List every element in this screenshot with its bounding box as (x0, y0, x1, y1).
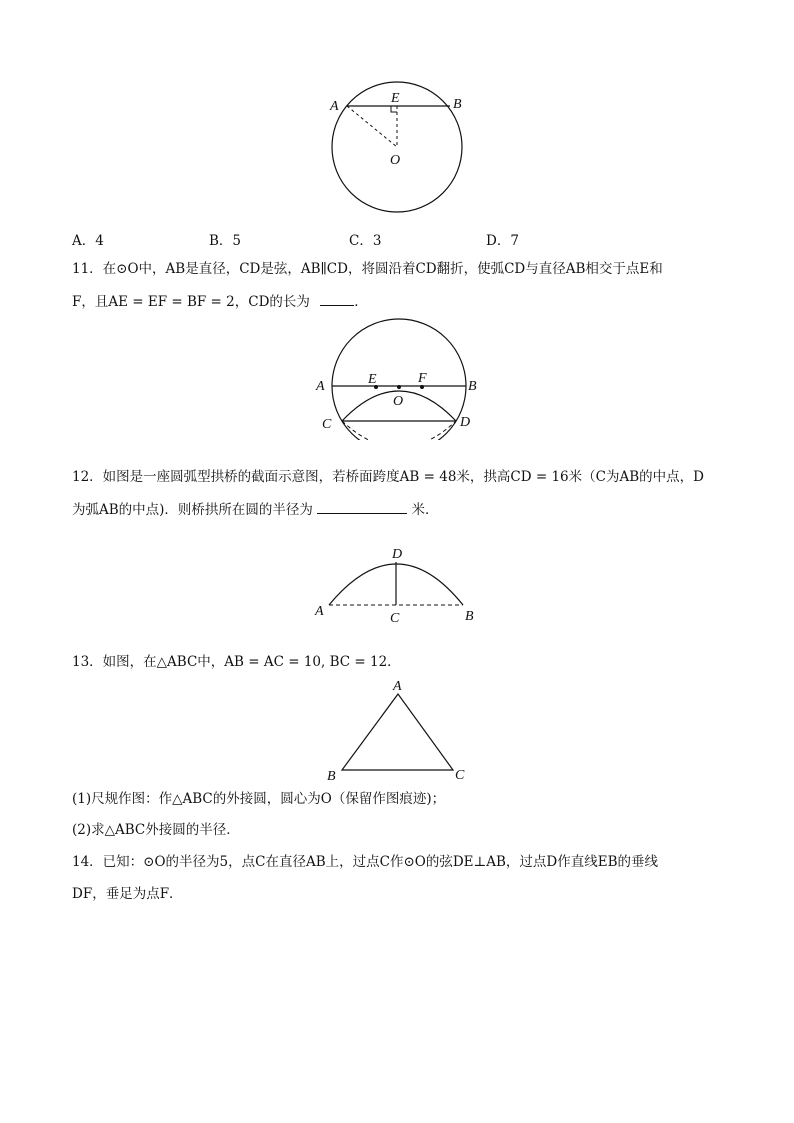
figure-circle-chord (320, 80, 480, 220)
q12-line2 (72, 499, 439, 520)
label-e2: E (368, 372, 377, 387)
q13-line1: 13．如图，在△ABC中，AB = AC = 10, BC = 12． (72, 654, 401, 670)
label-a4: A (393, 679, 402, 694)
right-angle-mark (391, 106, 397, 112)
figure-arch-bridge (310, 540, 490, 628)
label-a2: A (316, 379, 325, 394)
q11-answer-blank[interactable] (320, 291, 354, 306)
q12-answer-blank[interactable] (317, 499, 407, 514)
figure-folded-arc (310, 316, 490, 440)
label-c2: C (322, 417, 332, 432)
figure-triangle (320, 676, 480, 784)
label-a3: A (315, 604, 324, 619)
q12-line2-text: 为弧AB的中点)．则桥拱所在圆的半径为 (72, 502, 313, 518)
q11-line2: F，且AE = EF = BF = 2，CD的长为 ． (72, 291, 368, 312)
label-b4: B (327, 769, 336, 784)
q12-line1: 12．如图是一座圆弧型拱桥的截面示意图，若桥面跨度AB = 48米，拱高CD = 16米（C为AB的中点，D (72, 469, 704, 485)
q13-sub1: (1)尺规作图：作△ABC的外接圆，圆心为O（保留作图痕迹)； (72, 791, 446, 807)
label-e: E (391, 91, 400, 106)
segment-ao-dashed (347, 106, 397, 147)
label-b2: B (468, 379, 477, 394)
option-d: D．7 (486, 233, 519, 249)
q14-line1: 14．已知：⊙O的半径为5，点C在直径AB上，过点C作⊙O的弦DE⊥AB，过点D作直线EB的垂线 (72, 854, 658, 870)
label-d2: D (460, 415, 471, 430)
q13-sub2: (2)求△ABC外接圆的半径． (72, 822, 240, 838)
q11-line1: 11．在⊙O中，AB是直径，CD是弦，AB∥CD，将圆沿着CD翻折，使弧CD与直径AB相交于点E和 (72, 261, 663, 277)
q14-line2: DF，垂足为点F． (72, 886, 183, 902)
label-d3: D (392, 547, 403, 562)
label-b3: B (465, 609, 474, 624)
label-c3: C (390, 611, 400, 626)
option-a: A．4 (72, 233, 104, 249)
q11-line2-text: F，且AE = EF = BF = 2，CD的长为 (72, 294, 310, 310)
label-a: A (330, 99, 339, 114)
label-f2: F (418, 371, 427, 386)
option-b: B．5 (209, 233, 242, 249)
label-o: O (390, 153, 401, 168)
label-b: B (453, 97, 462, 112)
original-arc-dashed (342, 421, 456, 440)
option-c: C．3 (349, 233, 382, 249)
triangle-abc (342, 694, 453, 770)
circle-o2 (332, 319, 466, 440)
q12-unit: 米． (411, 502, 439, 518)
point-o (397, 385, 401, 389)
q10-options (72, 229, 732, 249)
label-c4: C (455, 768, 465, 783)
label-o2: O (393, 394, 404, 409)
